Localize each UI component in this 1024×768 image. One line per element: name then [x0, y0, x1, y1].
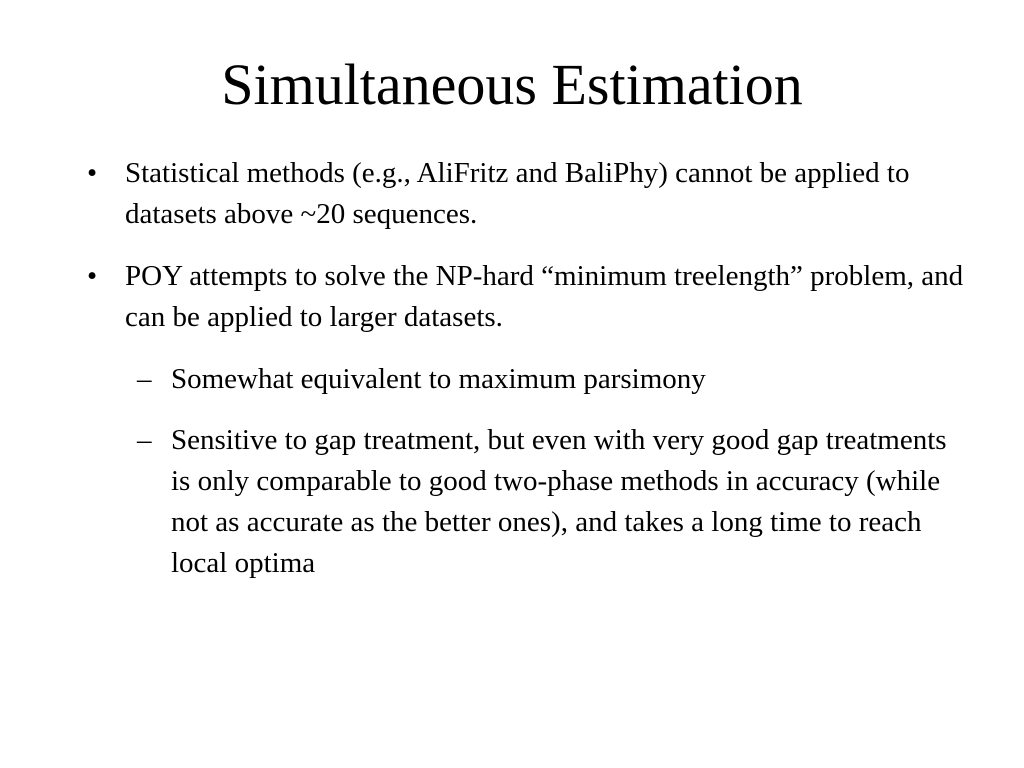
bullet-marker: • [87, 157, 98, 189]
bullet-text: POY attempts to solve the NP-hard “minimum treelength” problem, and can be applied to larger datasets. [125, 260, 964, 333]
bullet-poy [87, 256, 967, 338]
bullet-statistical-methods [87, 153, 967, 235]
subbullet-parsimony [137, 359, 967, 400]
subbullet-marker: – [137, 424, 152, 456]
slide-title: Simultaneous Estimation [221, 52, 803, 117]
subbullet-marker: – [137, 363, 152, 395]
bullet-marker: • [87, 260, 98, 292]
subbullet-text: Somewhat equivalent to maximum parsimony [171, 363, 706, 395]
bullet-text: Statistical methods (e.g., AliFritz and BaliPhy) cannot be applied to datasets above ~20 sequences. [125, 157, 910, 230]
subbullet-text: Sensitive to gap treatment, but even with very good gap treatments is only comparable to good two-phase methods in accuracy (while not as accurate as the better ones), and takes a long time to reach local optima [171, 424, 947, 579]
slide-body [87, 153, 967, 604]
subbullet-gap-treatment [137, 420, 967, 584]
